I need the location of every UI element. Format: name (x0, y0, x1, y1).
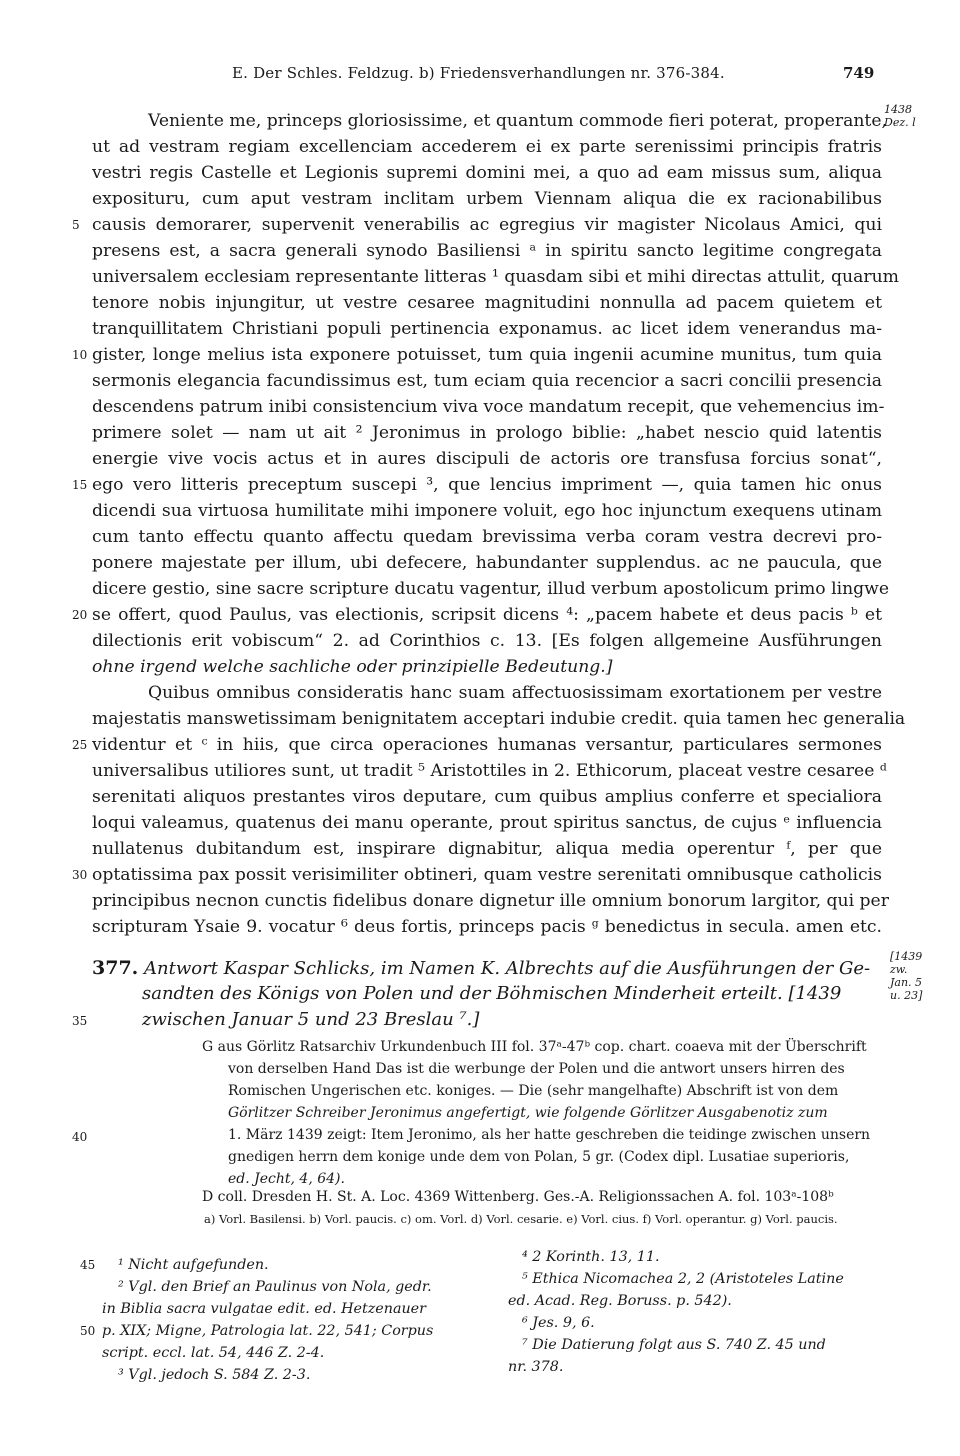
text-line: universalibus utiliores sunt, ut tradit ⁵ Aristottiles in 2. Ethicorum, placeat vestre cesaree ᵈ (92, 761, 887, 781)
line-number: 50 (80, 1324, 96, 1338)
variant-readings: a) Vorl. Basilensi. b) Vorl. paucis. c) om. Vorl. d) Vorl. cesarie. e) Vorl. cius. f) Vorl. operantur. g) Vorl. paucis. (204, 1212, 838, 1226)
text-line: majestatis manswetissimam benignitatem acceptari indubie credit. quia tamen hec generalia (92, 709, 906, 729)
text-line: cum tanto effectu quanto affectu quedam brevissima verba coram vestra decrevi pro- (92, 527, 882, 547)
source-line: Görlitzer Schreiber Jeronimus angefertigt, wie folgende Görlitzer Ausgabenotiz zum (228, 1105, 828, 1121)
line-number: 35 (72, 1014, 88, 1028)
source-line: D coll. Dresden H. St. A. Loc. 4369 Wittenberg. Ges.-A. Religionssachen A. fol. 103ᵃ-108ᵇ (202, 1189, 834, 1205)
text-line: ut ad vestram regiam excellenciam accederem ei ex parte serenissimi principis fratris (92, 137, 882, 157)
line-number: 20 (72, 608, 88, 622)
text-line: Quibus omnibus consideratis hanc suam affectuosissimam exortationem per vestre (148, 683, 882, 703)
source-line: von derselben Hand Das ist die werbunge der Polen und die antwort unsers hirren des (228, 1061, 845, 1077)
footnote: nr. 378. (508, 1359, 564, 1375)
text-line: videntur et ᶜ in hiis, que circa operaciones humanas versantur, particulares sermones (92, 735, 882, 755)
line-number: 40 (72, 1130, 88, 1144)
text-line: descendens patrum inibi consistencium viva voce mandatum recepit, que vehemencius im- (92, 397, 885, 417)
margin-date-1438 (884, 103, 916, 129)
text-line: scripturam Ysaie 9. vocatur ⁶ deus fortis, princeps pacis ᵍ benedictus in secula. amen etc. (92, 917, 882, 937)
margin-date-1439 (890, 950, 922, 1002)
text-line: universalem ecclesiam representante litteras ¹ quasdam sibi et mihi directas attulit, quarum (92, 267, 899, 287)
text-line: serenitati aliquos prestantes viros deputare, cum quibus amplius conferre et specialiora (92, 787, 882, 807)
text-line: se offert, quod Paulus, vas electionis, scripsit dicens ⁴: „pacem habete et deus pacis ᵇ et (92, 605, 882, 625)
source-line: gnedigen herrn dem konige unde dem von Polan, 5 gr. (Codex dipl. Lusatiae superioris, (228, 1149, 850, 1165)
text-line: presens est, a sacra generali synodo Basiliensi ᵃ in spiritu sancto legitime congregata (92, 241, 882, 261)
line-number: 10 (72, 348, 88, 362)
text-line: vestri regis Castelle et Legionis supremi domini mei, a quo ad eam missus sum, aliqua (92, 163, 882, 183)
text-line: dicendi sua virtuosa humilitate mihi imponere voluit, ego hoc injunctum exequens utinam (92, 501, 882, 521)
line-number: 25 (72, 738, 88, 752)
footnote: ⁷ Die Datierung folgt aus S. 740 Z. 45 und (522, 1337, 826, 1353)
footnote: ³ Vgl. jedoch S. 584 Z. 2-3. (118, 1367, 311, 1383)
footnote: ⁴ 2 Korinth. 13, 11. (522, 1249, 660, 1265)
document-title-line: sandten des Königs von Polen und der Böhmischen Minderheit erteilt. [1439 (142, 983, 842, 1004)
running-head (0, 64, 960, 88)
footnote: in Biblia sacra vulgatae edit. ed. Hetzenauer (102, 1301, 426, 1317)
footnote: ² Vgl. den Brief an Paulinus von Nola, gedr. (118, 1279, 432, 1295)
line-number: 15 (72, 478, 88, 492)
text-line: nullatenus dubitandum est, inspirare dignabitur, aliqua media operentur ᶠ, per que (92, 839, 882, 859)
running-head-title: E. Der Schles. Feldzug. b) Friedensverhandlungen nr. 376-384. (232, 64, 725, 82)
document-title-line: Antwort Kaspar Schlicks, im Namen K. Albrechts auf die Ausführungen der Ge- (144, 958, 871, 979)
margin-date-text: Jan. 5 (890, 976, 923, 989)
text-line: energie vive vocis actus et in aures discipuli de actoris ore transfusa forcius sonat“, (92, 449, 882, 469)
text-line: Veniente me, princeps gloriosissime, et quantum commode fieri poterat, properante, (148, 111, 887, 131)
margin-date-text: zw. (890, 963, 908, 976)
footnote: ed. Acad. Reg. Boruss. p. 542). (508, 1293, 732, 1309)
text-line-editorial-note: ohne irgend welche sachliche oder prinzipielle Bedeutung.] (92, 657, 613, 677)
line-number: 45 (80, 1258, 96, 1272)
source-line: ed. Jecht, 4, 64). (228, 1171, 345, 1187)
text-line: exposituru, cum aput vestram inclitam urbem Viennam aliqua die ex racionabilibus (92, 189, 882, 209)
page-number: 749 (843, 64, 875, 82)
margin-date-year: [1439 (890, 950, 923, 963)
footnote: script. eccl. lat. 54, 446 Z. 2-4. (102, 1345, 325, 1361)
document-title-line: zwischen Januar 5 und 23 Breslau ⁷.] (142, 1009, 480, 1030)
text-line: dilectionis erit vobiscum“ 2. ad Corinthios c. 13. [Es folgen allgemeine Ausführungen (92, 631, 882, 651)
source-line: Romischen Ungerischen etc. koniges. — Die (sehr mangelhafte) Abschrift ist von dem (228, 1083, 839, 1099)
text-line: sermonis elegancia facundissimus est, tum eciam quia recencior a sacri concilii presencia (92, 371, 882, 391)
text-line: ego vero litteris preceptum suscepi ³, que lencius impriment —, quia tamen hic onus (92, 475, 882, 495)
text-line: loqui valeamus, quatenus dei manu operante, prout spiritus sanctus, de cujus ᵉ influencia (92, 813, 882, 833)
text-line: principibus necnon cunctis fidelibus donare dignetur ille omnium bonorum largitor, qui per (92, 891, 889, 911)
footnote: ⁶ Jes. 9, 6. (522, 1315, 595, 1331)
source-line: G aus Görlitz Ratsarchiv Urkundenbuch III fol. 37ᵃ-47ᵇ cop. chart. coaeva mit der Überschrift (202, 1039, 867, 1055)
text-line: dicere gestio, sine sacre scripture ducatu vagentur, illud verbum apostolicum primo lingwe (92, 579, 890, 599)
text-line: optatissima pax possit verisimiliter obtineri, quam vestre serenitati omnibusque catholicis (92, 865, 882, 885)
document-number: 377. (92, 957, 139, 979)
text-line: tenore nobis injungitur, ut vestre cesaree magnitudini nonnulla ad pacem quietem et (92, 293, 882, 313)
text-line: causis demorarer, supervenit venerabilis ac egregius vir magister Nicolaus Amici, qui (92, 215, 882, 235)
text-line: gister, longe melius ista exponere potuisset, tum quia ingenii acumine munitus, tum quia (92, 345, 882, 365)
line-number: 5 (72, 218, 80, 232)
line-number: 30 (72, 868, 88, 882)
text-line: ponere majestate per illum, ubi defecere, habundanter supplendus. ac ne paucula, que (92, 553, 882, 573)
footnote: ¹ Nicht aufgefunden. (118, 1257, 269, 1273)
margin-date-text: u. 23] (890, 989, 923, 1002)
source-line: 1. März 1439 zeigt: Item Jeronimo, als her hatte geschreben die teidinge zwischen unsern (228, 1127, 871, 1143)
text-line: tranquillitatem Christiani populi pertinencia exponamus. ac licet idem venerandus ma- (92, 319, 882, 339)
footnote: ⁵ Ethica Nicomachea 2, 2 (Aristoteles Latine (522, 1271, 844, 1287)
text-line: primere solet — nam ut ait ² Jeronimus in prologo biblie: „habet nescio quid latentis (92, 423, 882, 443)
margin-date-year: 1438 (884, 103, 912, 116)
margin-date-day: Dez. l (884, 116, 916, 129)
footnote: p. XIX; Migne, Patrologia lat. 22, 541; Corpus (102, 1323, 434, 1339)
